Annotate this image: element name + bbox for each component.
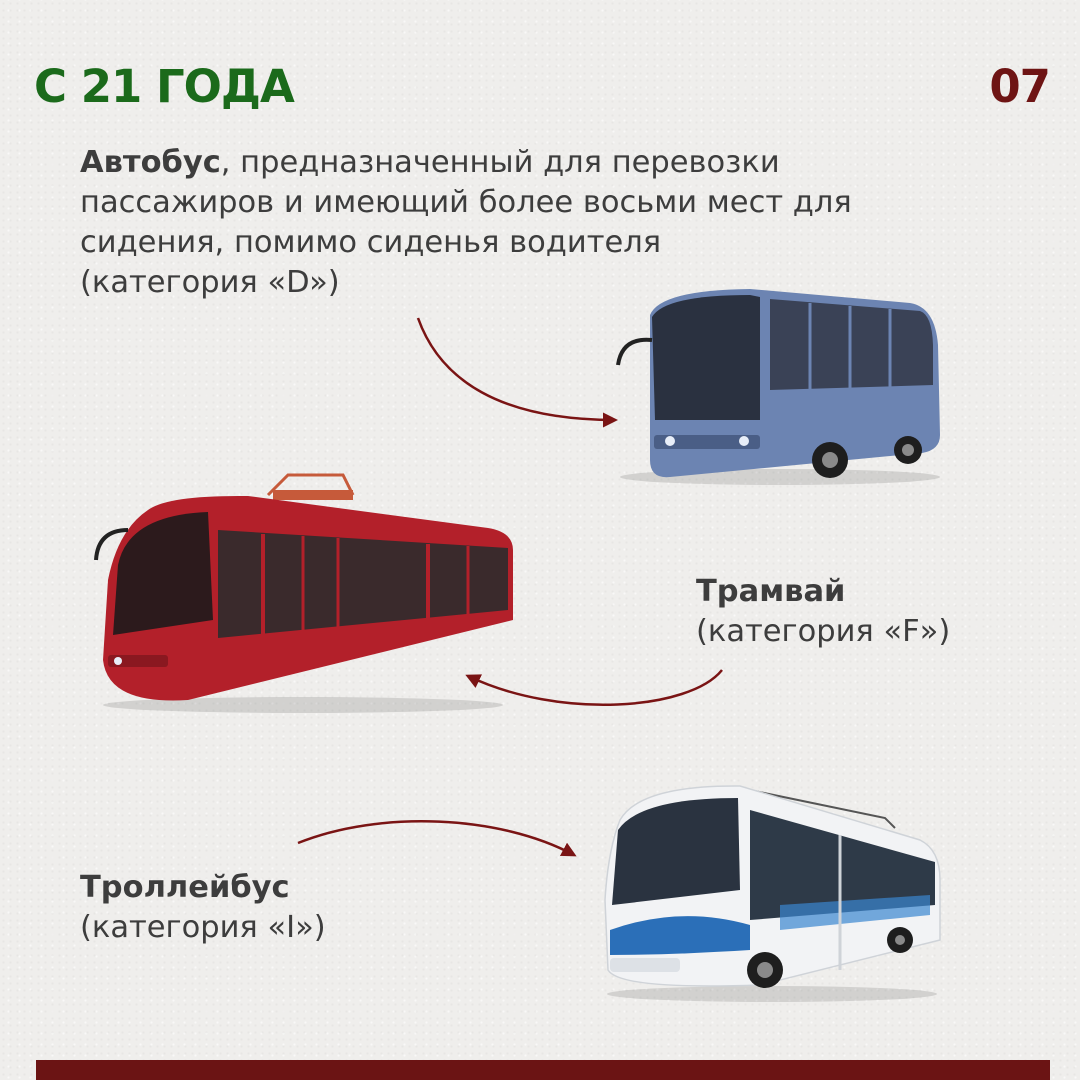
footer-bar: [36, 1060, 1050, 1080]
tram-image: [88, 470, 518, 715]
bus-category: (категория «D»): [80, 265, 340, 300]
tram-category: (категория «F»): [696, 614, 951, 649]
arrow-to-bus-icon: [418, 318, 615, 420]
trolleybus-image: [600, 780, 945, 1005]
page-title: С 21 ГОДА: [34, 60, 294, 113]
page-number: 07: [989, 60, 1050, 113]
bus-description: , предназначенный для перевозки пассажиров и имеющий более восьми мест для сидения, помимо сиденья водителя: [80, 145, 852, 260]
trolleybus-category: (категория «I»): [80, 910, 326, 945]
arrow-to-trolleybus-icon: [298, 821, 574, 855]
bus-image: [610, 285, 950, 490]
bus-name: Автобус: [80, 145, 221, 180]
trolleybus-name: Троллейбус: [80, 870, 290, 905]
tram-name: Трамвай: [696, 574, 846, 609]
